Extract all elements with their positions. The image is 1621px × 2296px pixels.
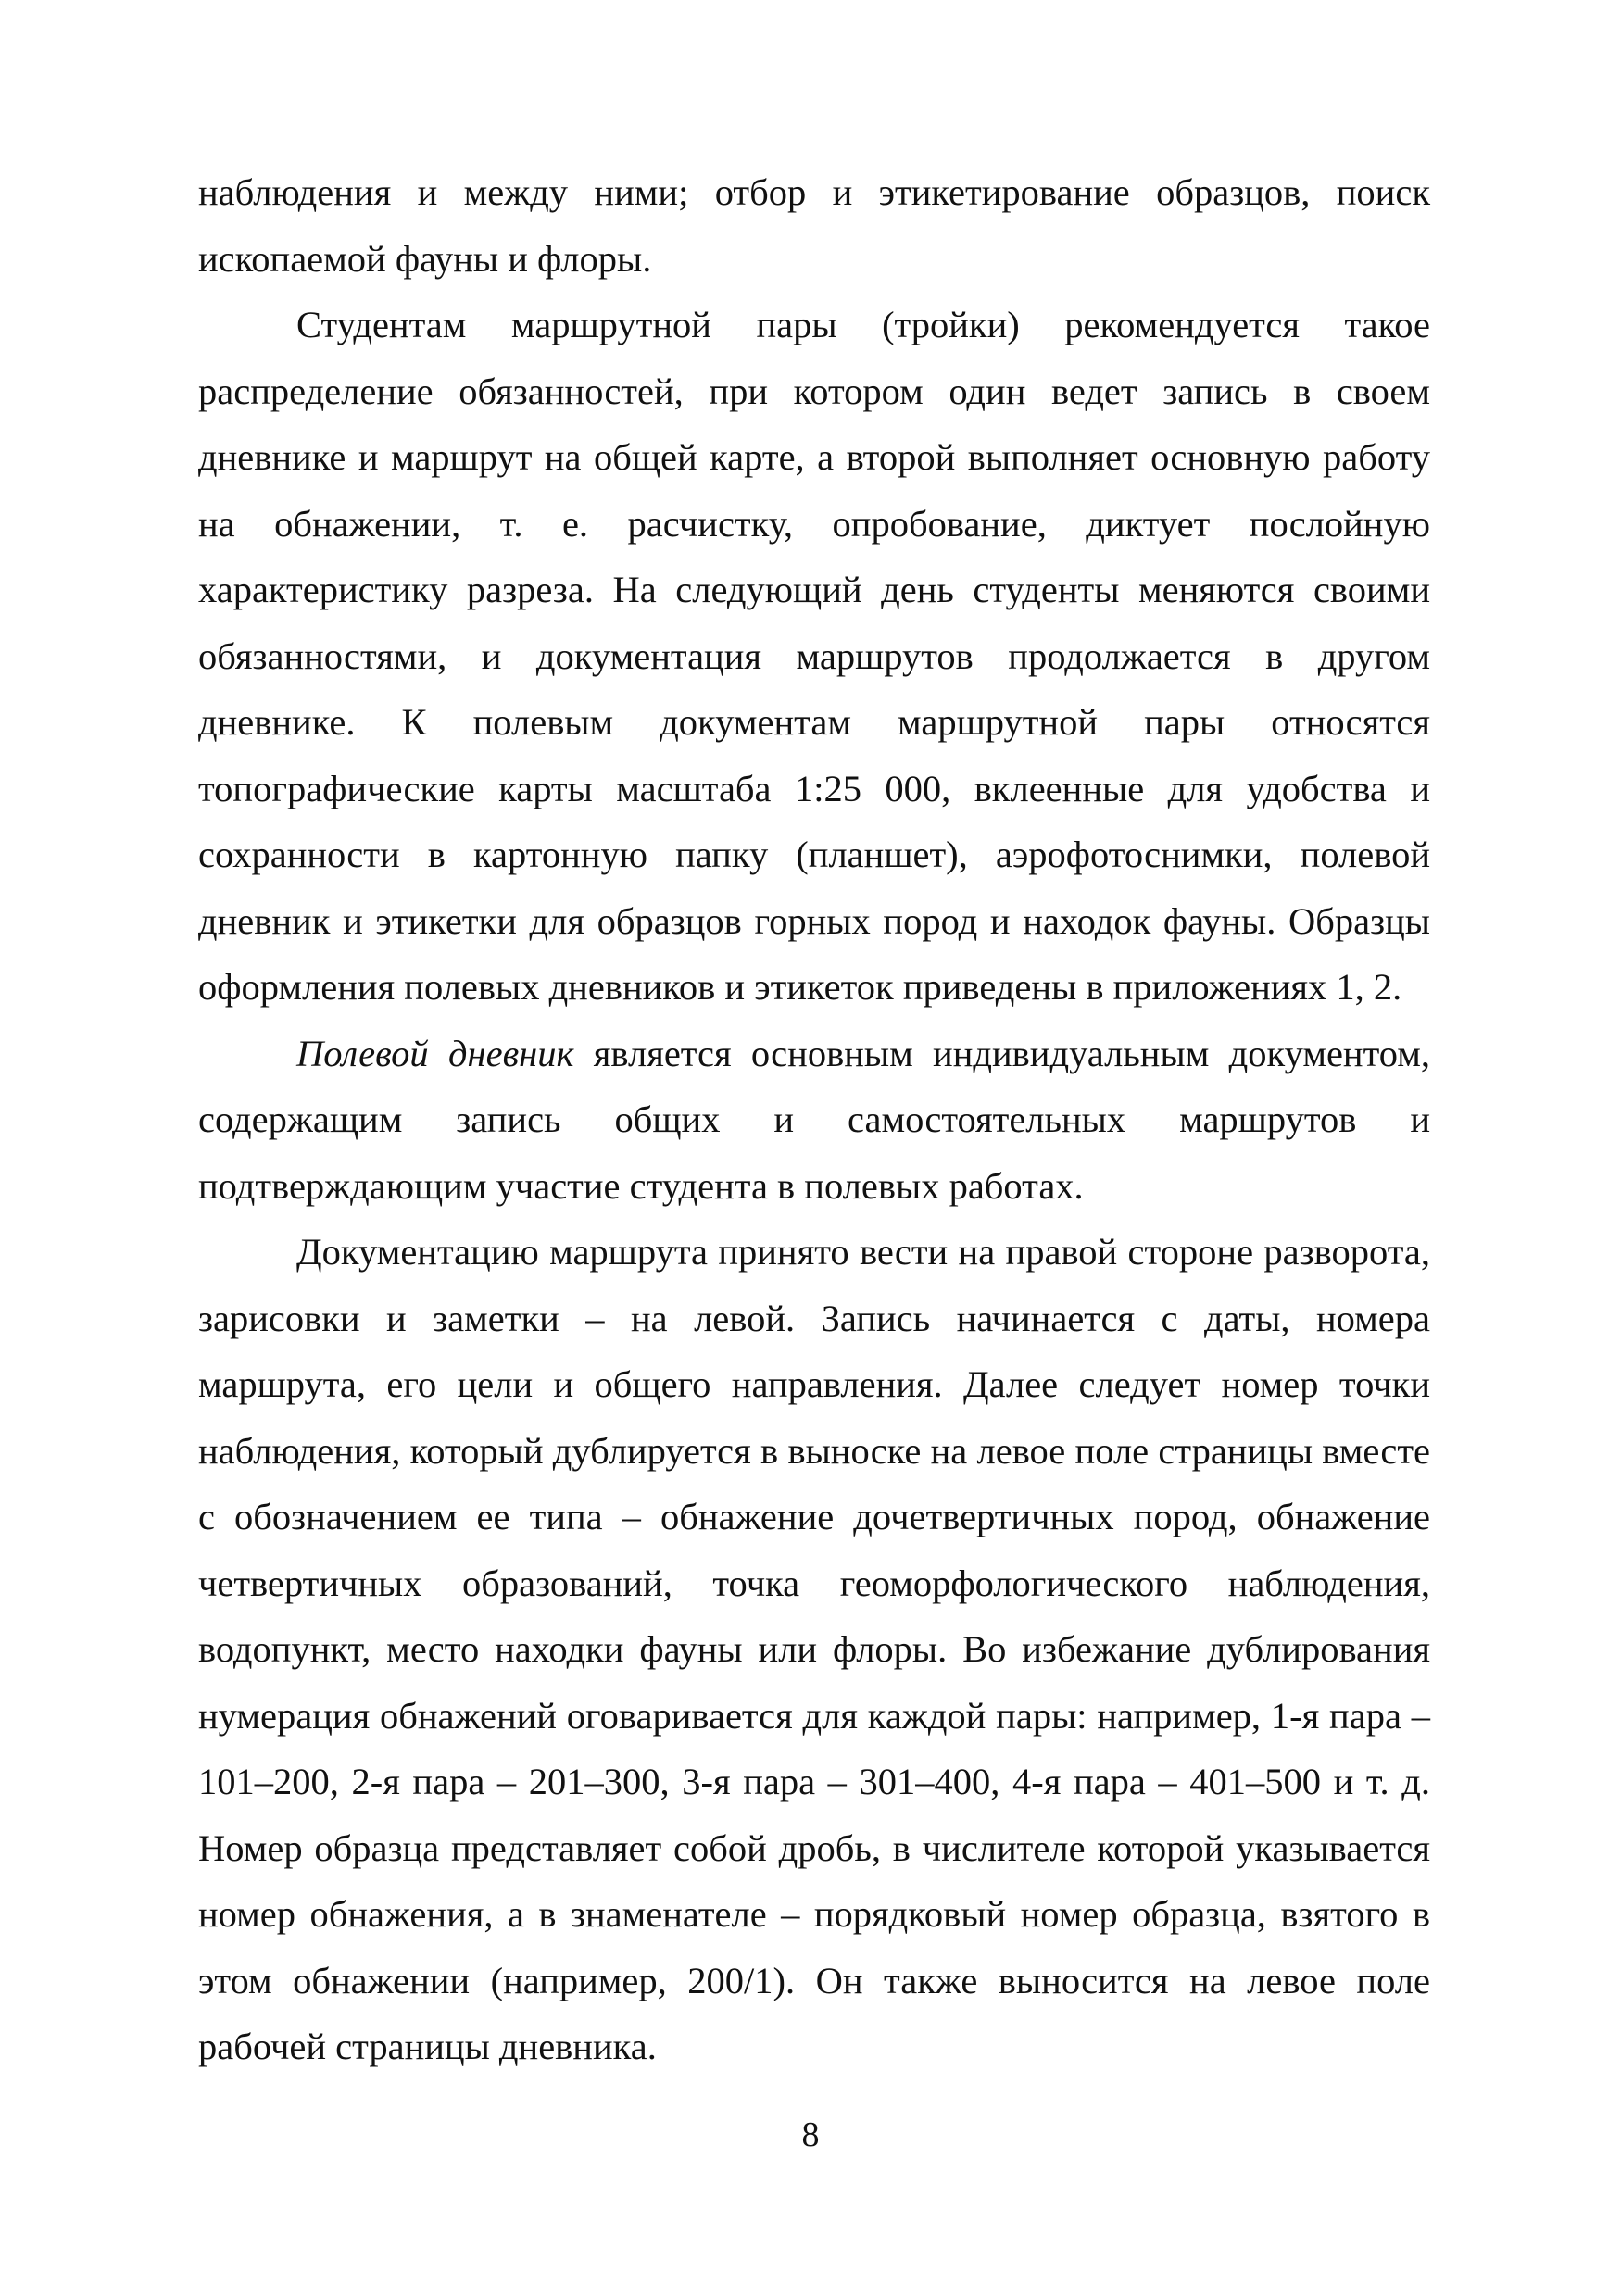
paragraph-field-diary <box>198 1021 1430 1220</box>
page-body <box>198 159 1430 2080</box>
paragraph-route-documentation: Документацию маршрута принято вести на правой стороне разворота, зарисовки и заметки – на левой. Запись начинается с даты, номера маршрута, его цели и общего направления. Далее следует номер точки наблюдения, который дублируется в выноске на левое поле страницы вместе с обозначением ее типа – обнажение дочетвертичных пород, обнажение четвертичных образований, точка геоморфологического наблюдения, водопункт, место находки фауны или флоры. Во избежание дублирования нумерация обнажений оговаривается для каждой пары: например, 1-я пара – 101–200, 2-я пара – 201–300, 3-я пара – 301–400, 4-я пара – 401–500 и т. д. Номер образца представляет собой дробь, в числителе которой указывается номер обнажения, а в знаменателе – порядковый номер образца, взятого в этом обнажении (например, 200/1). Он также выносится на левое поле рабочей страницы дневника. <box>198 1231 1430 2067</box>
paragraph-continuation: наблюдения и между ними; отбор и этикетирование образцов, поиск ископаемой фауны и флоры. <box>198 171 1430 280</box>
field-diary-term: Полевой дневник <box>296 1032 574 1074</box>
field-diary-definition: является основным индивидуальным документом, содержащим запись общих и самостоятельных маршрутов и подтверждающим участие студента в полевых работах. <box>198 1032 1430 1207</box>
paragraph-route-pair-duties: Студентам маршрутной пары (тройки) рекомендуется такое распределение обязанностей, при котором один ведет запись в своем дневнике и маршрут на общей карте, а второй выполняет основную работу на обнажении, т. е. расчистку, опробование, диктует послойную характеристику разреза. На следующий день студенты меняются своими обязанностями, и документация маршрутов продолжается в другом дневнике. К полевым документам маршрутной пары относятся топографические карты масштаба 1:25 000, вклеенные для удобства и сохранности в картонную папку (планшет), аэрофотоснимки, полевой дневник и этикетки для образцов горных пород и находок фауны. Образцы оформления полевых дневников и этикеток приведены в приложениях 1, 2. <box>198 304 1430 1008</box>
page-number: 8 <box>801 2115 820 2154</box>
